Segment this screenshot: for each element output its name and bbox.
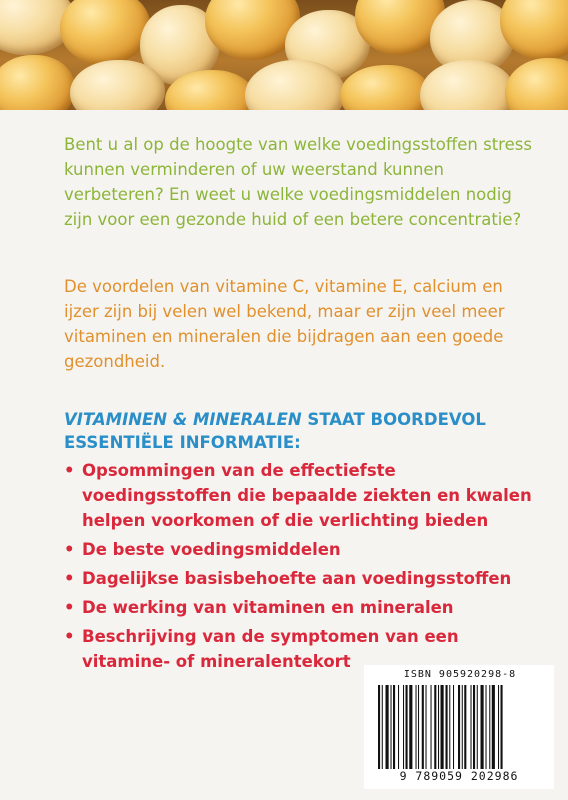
isbn-label: ISBN 905920298-8: [403, 669, 517, 680]
list-item: • De beste voedingsmiddelen: [64, 537, 540, 562]
heading-rest: STAAT BOORDEVOL ESSENTIËLE INFORMATIE:: [64, 410, 486, 452]
list-item: • De werking van vitaminen en mineralen: [64, 595, 540, 620]
barcode: [364, 665, 554, 789]
list-item: • Dagelijkse basisbehoefte aan voedingsstoffen: [64, 566, 540, 591]
list-item: • Beschrijving van de symptomen van een vitamine- of mineralentekort: [64, 624, 540, 674]
bullet-icon: •: [64, 598, 75, 617]
bullet-icon: •: [64, 627, 75, 646]
section-heading: [64, 408, 534, 454]
bullet-icon: •: [64, 540, 75, 559]
barcode-number: 9 789059 202986: [399, 769, 519, 783]
bullet-icon: •: [64, 569, 75, 588]
bullet-icon: •: [64, 461, 75, 480]
intro-paragraph: Bent u al op de hoogte van welke voedingsstoffen stress kunnen verminderen of uw weerstand kunnen verbeteren? En weet u welke voedingsmiddelen nodig zijn voor een gezonde huid of een betere concentratie?: [64, 135, 532, 229]
corn-kernels-photo: [0, 0, 568, 110]
list-item: • Opsommingen van de effectiefste voedingsstoffen die bepaalde ziekten en kwalen helpen voorkomen of die verlichting bieden: [64, 458, 540, 533]
heading-title: VITAMINEN & MINERALEN: [64, 410, 302, 429]
second-paragraph: De voordelen van vitamine C, vitamine E, calcium en ijzer zijn bij velen wel bekend, maar er zijn veel meer vitaminen en mineralen die bijdragen aan een goede gezondheid.: [64, 277, 505, 371]
feature-list: [64, 458, 540, 678]
barcode-bars: [378, 685, 540, 769]
